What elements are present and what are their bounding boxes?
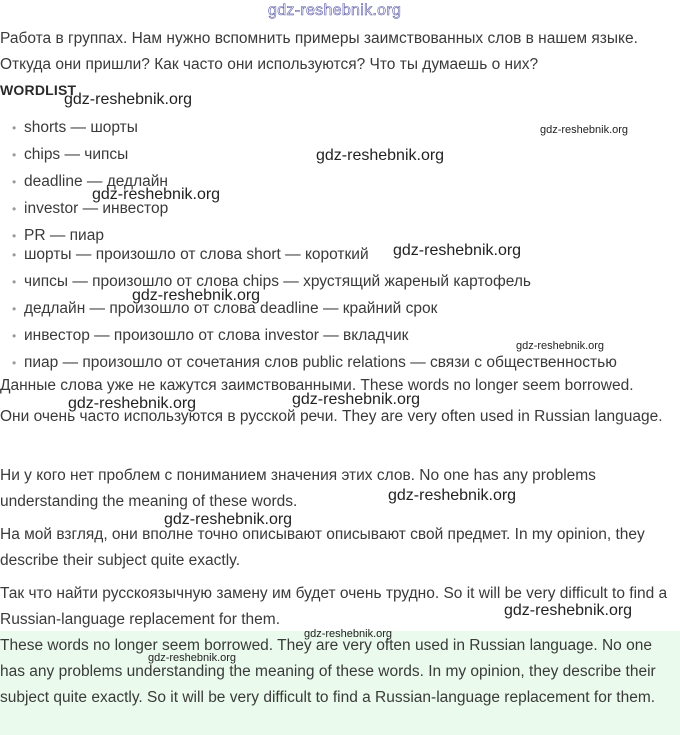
list-item: • дедлайн — произошло от слова deadline — крайний срок — [12, 300, 438, 317]
watermark: gdz-reshebnik.org — [388, 487, 517, 504]
intro-line-1: Работа в группах. Нам нужно вспомнить примеры заимствованных слов в нашем языке. — [0, 30, 638, 47]
list-item: • shorts — шорты — [12, 119, 138, 136]
list-item: • investor — инвестор — [12, 200, 169, 217]
answer-text: These words no longer seem borrowed. They are very often used in Russian language. No one has any problems understanding the meaning of these words. In my opinion, they describe their subject quite exactly. So it will be very difficult to find a Russian-language replacement for them. — [0, 637, 656, 706]
paragraph: Они очень часто используются в русской речи. They are very often used in Russian language. — [0, 408, 663, 425]
watermark: gdz-reshebnik.org — [516, 340, 605, 352]
watermark: gdz-reshebnik.org — [92, 186, 221, 203]
watermark: gdz-reshebnik.org — [540, 124, 629, 136]
bullet-icon: • — [12, 121, 17, 135]
paragraph: Данные слова уже не кажутся заимствованными. These words no longer seem borrowed. — [0, 377, 634, 394]
bullet-icon: • — [12, 229, 17, 243]
watermark: gdz-reshebnik.org — [148, 652, 237, 664]
watermark: gdz-reshebnik.org — [164, 511, 293, 528]
watermark: gdz-reshebnik.org — [316, 147, 445, 164]
bullet-icon: • — [12, 175, 17, 189]
bullet-icon: • — [12, 202, 17, 216]
bullet-icon: • — [12, 275, 17, 289]
bullet-icon: • — [12, 329, 17, 343]
watermark: gdz-reshebnik.org — [504, 602, 633, 619]
watermark: gdz-reshebnik.org — [292, 391, 421, 408]
list-item: • пиар — произошло от сочетания слов public relations — связи с общественностью — [12, 354, 617, 371]
bullet-icon: • — [12, 248, 17, 262]
watermark: gdz-reshebnik.org — [268, 2, 402, 19]
paragraph: На мой взгляд, они вполне точно описывают описывают свой предмет. In my opinion, they describe their subject quite exactly. — [0, 526, 645, 569]
paragraph: Так что найти русскоязычную замену им будет очень трудно. So it will be very difficult to find a Russian-language replacement for them. — [0, 585, 668, 628]
watermark: gdz-reshebnik.org — [132, 287, 261, 304]
watermark: gdz-reshebnik.org — [393, 242, 522, 259]
list-item: • chips — чипсы — [12, 146, 129, 163]
watermark: gdz-reshebnik.org — [64, 91, 193, 108]
bullet-icon: • — [12, 148, 17, 162]
watermark: gdz-reshebnik.org — [68, 395, 197, 412]
list-item: • чипсы — произошло от слова chips — хрустящий жареный картофель — [12, 273, 531, 290]
bullet-icon: • — [12, 356, 17, 370]
list-item: • шорты — произошло от слова short — короткий — [12, 246, 369, 263]
wordlist-heading: WORDLIST — [0, 82, 77, 98]
watermark: gdz-reshebnik.org — [304, 628, 393, 640]
list-item: • PR — пиар — [12, 227, 104, 244]
list-item: • инвестор — произошло от слова investor — вкладчик — [12, 327, 409, 344]
intro-line-2: Откуда они пришли? Как часто они используются? Что ты думаешь о них? — [0, 56, 539, 73]
list-item: • deadline — дедлайн — [12, 173, 168, 190]
paragraph: Ни у кого нет проблем с пониманием значения этих слов. No one has any problems understanding the meaning of these words. — [0, 467, 596, 510]
answer-block — [0, 631, 680, 735]
bullet-icon: • — [12, 302, 17, 316]
